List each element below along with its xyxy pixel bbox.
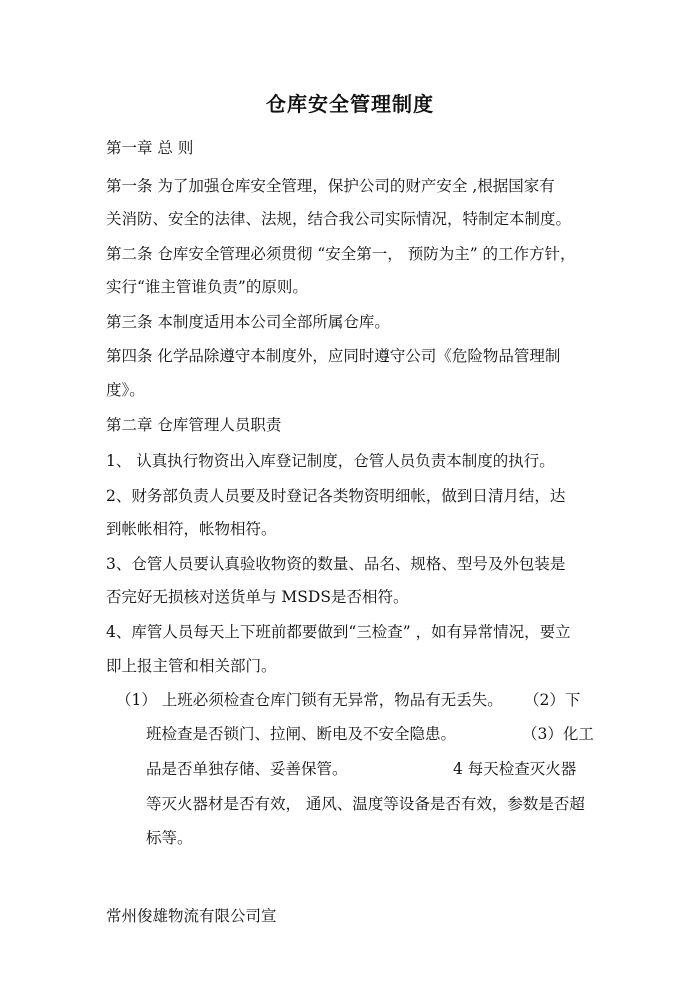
- duty-item-2-line-2: 到帐帐相符，帐物相符。: [106, 520, 277, 538]
- duty-item-2-line-1: 2、财务部负责人员要及时登记各类物资明细帐，做到日清月结，达: [106, 487, 566, 505]
- article-1-line-1: 第一条 为了加强仓库安全管理，保护公司的财产安全 ,根据国家有: [106, 177, 555, 195]
- chapter-heading-2: 第二章 仓库管理人员职责: [106, 416, 282, 434]
- article-4-line-1: 第四条 化学品除遵守本制度外，应同时遵守公司《危险物品管理制: [106, 347, 561, 365]
- chapter-heading-1: 第一章 总 则: [106, 139, 194, 157]
- check-item-4: 等灭火器材是否有效， 通风、温度等设备是否有效，参数是否超: [146, 795, 585, 813]
- duty-item-1: 1、 认真执行物资出入库登记制度，仓管人员负责本制度的执行。: [106, 452, 555, 470]
- check-item-4-end: 标等。: [146, 829, 193, 847]
- article-3: 第三条 本制度适用本公司全部所属仓库。: [106, 313, 390, 331]
- check-item-1: （1） 上班必须检查仓库门锁有无异常，物品有无丢失。: [116, 691, 503, 709]
- duty-item-3-line-2: 否完好无损核对送货单与 MSDS是否相符。: [106, 588, 409, 606]
- check-item-2: 班检查是否锁门、拉闸、断电及不安全隐患。: [146, 725, 457, 743]
- duty-item-4-line-2: 即上报主管和相关部门。: [106, 657, 277, 675]
- check-item-2-start: （2）下: [524, 691, 581, 709]
- company-footer: 常州俊雄物流有限公司宣: [106, 907, 277, 925]
- check-item-3: 品是否单独存储、妥善保管。: [146, 760, 348, 778]
- article-2-line-2: 实行“谁主管谁负责”的原则。: [106, 278, 308, 296]
- article-2-line-1: 第二条 仓库安全管理必须贯彻 “安全第一， 预防为主” 的工作方针，: [106, 245, 576, 263]
- check-item-3-start: （3）化工: [522, 725, 594, 743]
- check-item-4-start: 4 每天检查灭火器: [453, 760, 577, 778]
- document-title: 仓库安全管理制度: [266, 92, 434, 116]
- duty-item-3-line-1: 3、仓管人员要认真验收物资的数量、品名、规格、型号及外包装是: [106, 555, 566, 573]
- duty-item-4-line-1: 4、库管人员每天上下班前都要做到“三检查” ，如有异常情况，要立: [106, 623, 571, 641]
- article-4-line-2: 度》。: [106, 381, 145, 399]
- article-1-line-2: 关消防、安全的法律、法规，结合我公司实际情况，特制定本制度。: [106, 210, 572, 228]
